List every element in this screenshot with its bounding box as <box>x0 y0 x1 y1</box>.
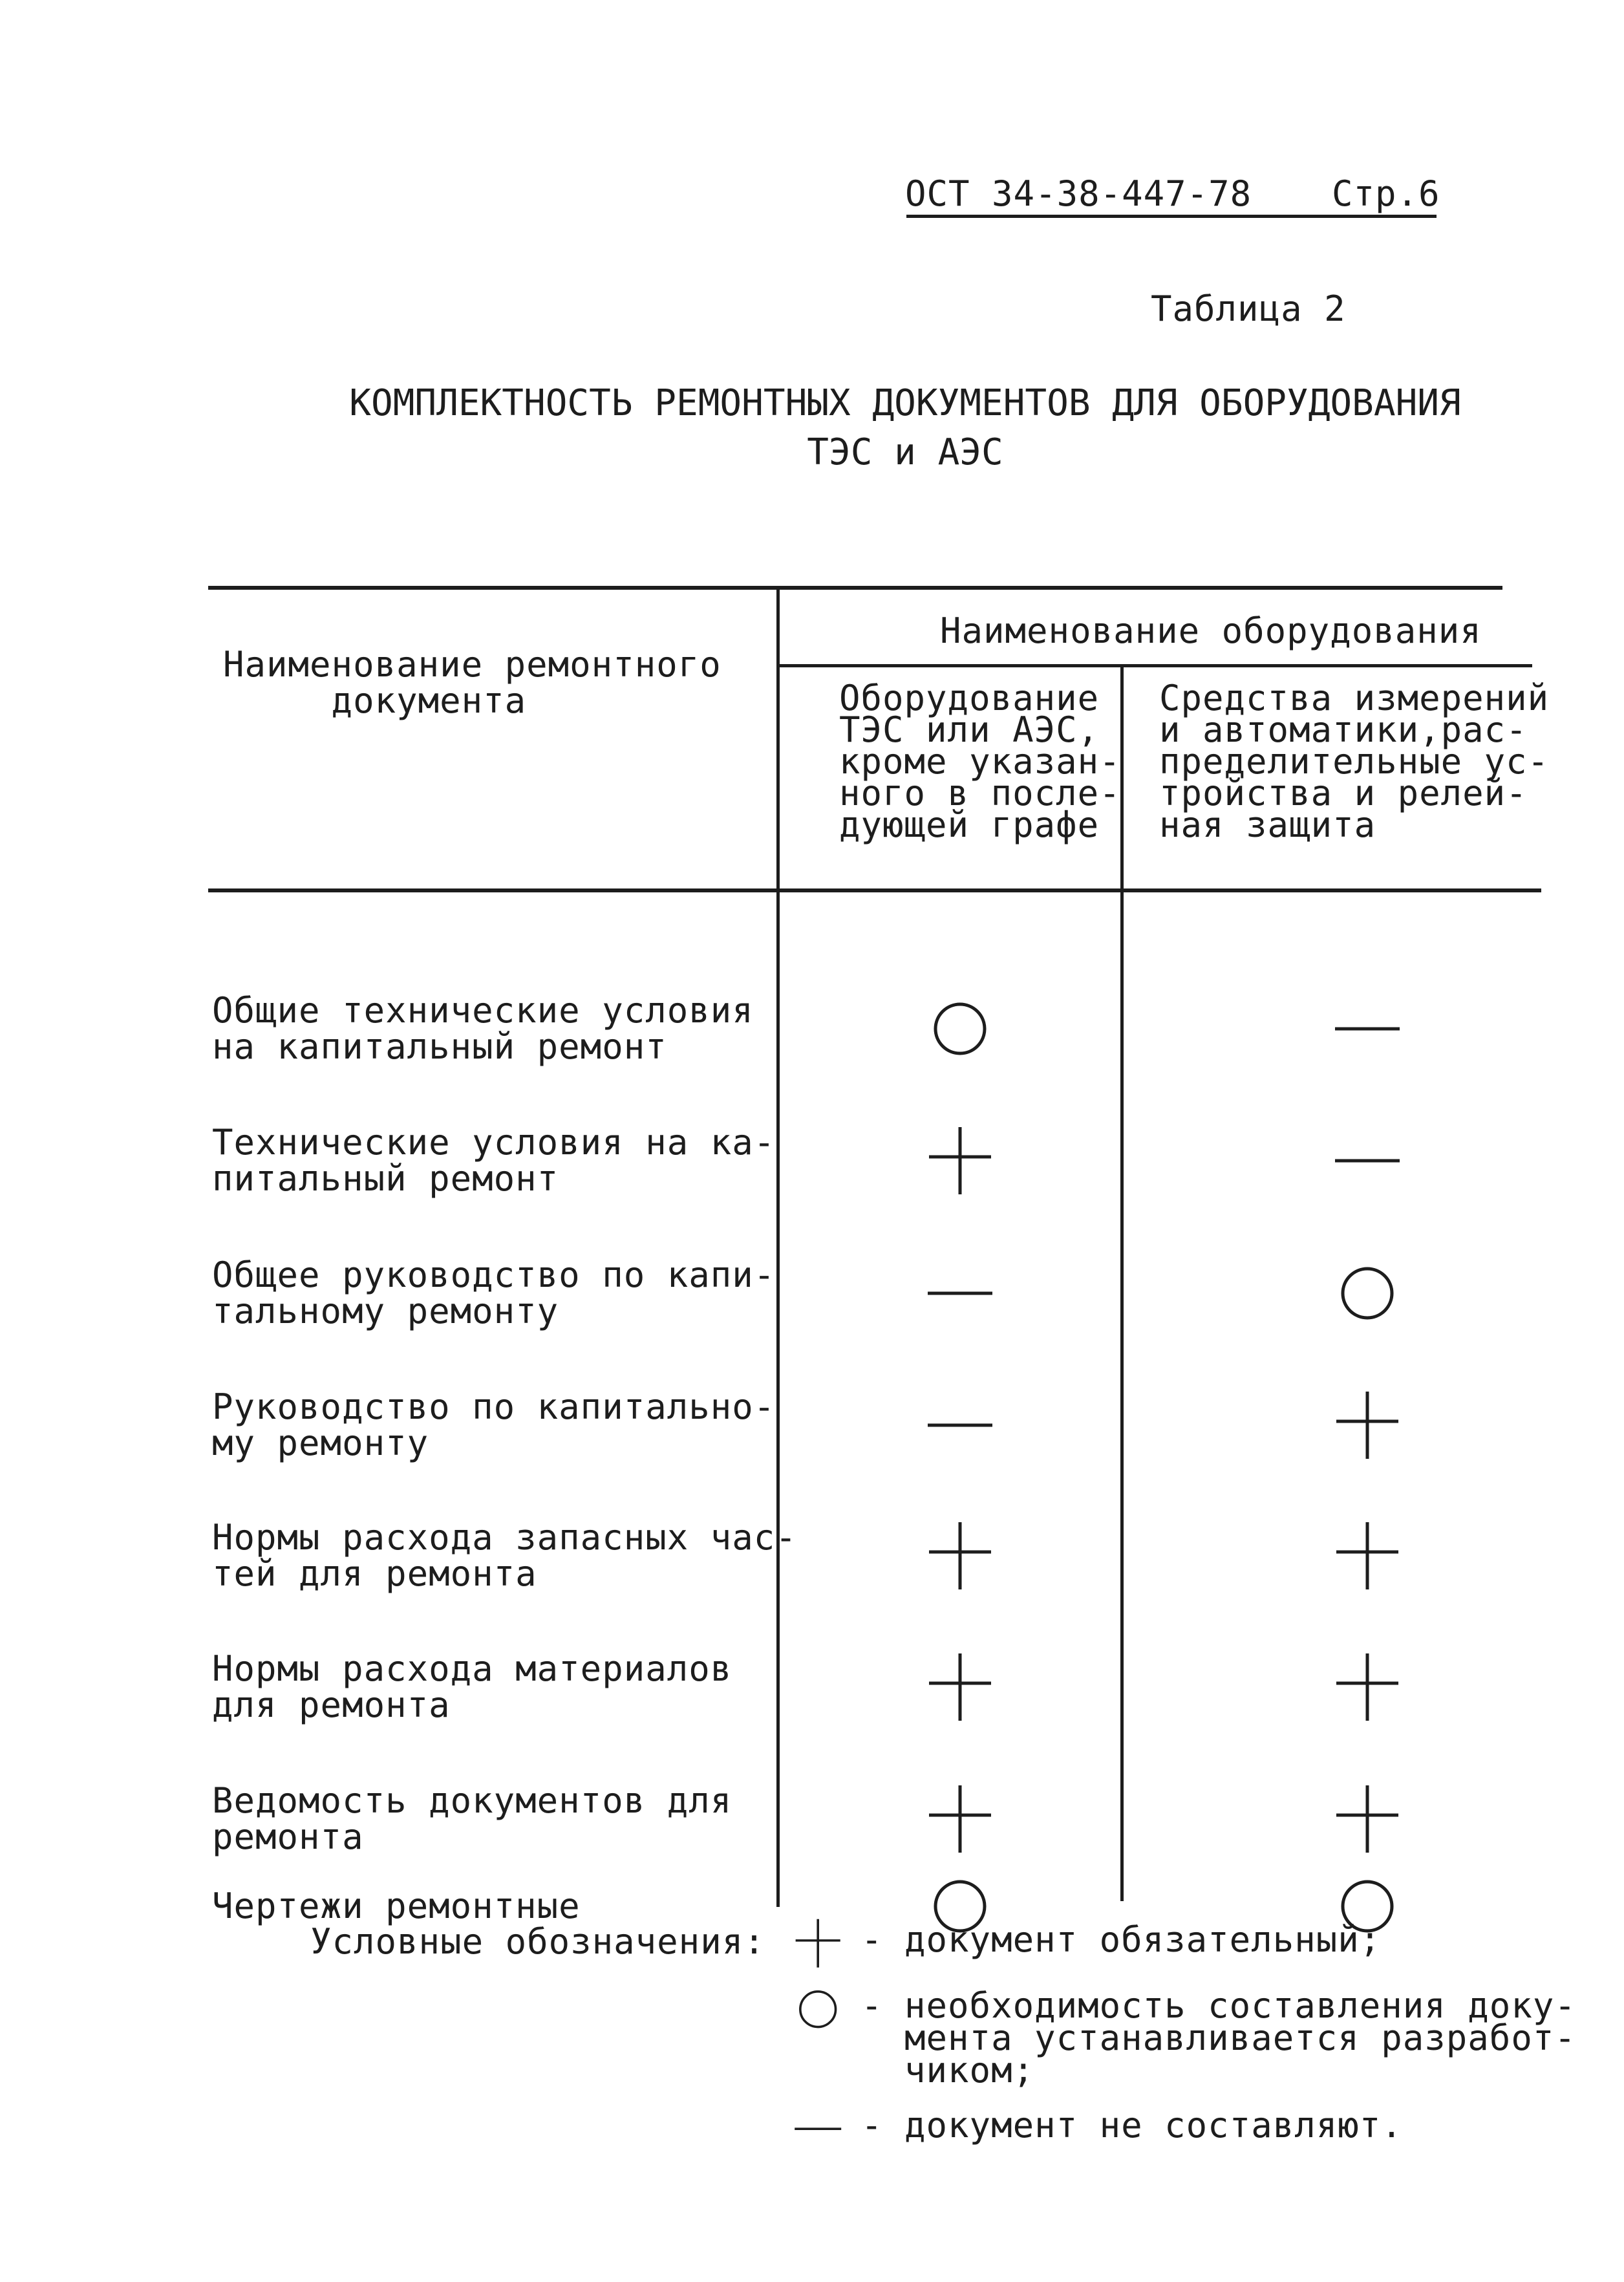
tes-aes-plus-icon <box>921 1122 999 1200</box>
tes-aes-plus-icon <box>921 1648 999 1726</box>
instruments-dash-icon <box>1329 1122 1406 1200</box>
instruments-dash-icon <box>1329 990 1406 1068</box>
legend-circle-icon <box>790 1981 846 2037</box>
row-label: Чертежи ремонтные <box>212 1886 581 1926</box>
col-header-instruments: Средства измерений и автоматики,рас- пределительные ус- тройства и релей- ная защита <box>1159 678 1550 845</box>
row-label: Общие технические условия на капитальный ремонт <box>212 990 754 1067</box>
instruments-plus-icon <box>1329 1648 1406 1726</box>
row-label: Ведомость документов для ремонта <box>212 1780 732 1857</box>
tes-aes-circle-icon <box>921 990 999 1068</box>
row-label: Нормы расхода запасных час- тей для ремонта <box>212 1517 797 1594</box>
legend-title: Условные обозначения: <box>310 1921 765 1962</box>
col-header-tes-aes: Оборудование ТЭС или АЭС, кроме указан- ного в после- дующей графе <box>839 678 1121 845</box>
instruments-plus-icon <box>1329 1780 1406 1858</box>
legend-text: - документ обязательный; <box>861 1919 1382 1960</box>
table-number: Таблица 2 <box>1151 288 1346 329</box>
table-top-rule <box>208 586 1502 590</box>
tes-aes-dash-icon <box>921 1386 999 1464</box>
page-number: Стр.6 <box>1332 173 1440 214</box>
row-label: Руководство по капитально- му ремонту <box>212 1386 776 1463</box>
row-label: Общее руководство по капи- тальному ремонту <box>212 1254 776 1331</box>
instruments-circle-icon <box>1329 1254 1406 1332</box>
column-divider-1 <box>776 587 780 1907</box>
document-code: ОСТ 34-38-447-78 <box>905 173 1252 214</box>
col-header-document: Наименование ремонтного документа <box>223 644 721 721</box>
legend-dash-icon <box>790 2101 846 2157</box>
table-title-line-1: КОМПЛЕКТНОСТЬ РЕМОНТНЫХ ДОКУМЕНТОВ ДЛЯ ОБОРУДОВАНИЯ <box>349 382 1461 424</box>
legend-text: - необходимость составления доку- мента устанавливается разработ- чиком; <box>861 1985 1576 2091</box>
tes-aes-dash-icon <box>921 1254 999 1332</box>
row-label: Технические условия на ка- питальный ремонт <box>212 1122 776 1199</box>
legend-text: - документ не составляют. <box>861 2105 1403 2146</box>
equipment-group-rule <box>780 664 1532 667</box>
tes-aes-plus-icon <box>921 1780 999 1858</box>
col-header-equipment-group: Наименование оборудования <box>940 610 1482 651</box>
table-title-line-2: ТЭС и АЭС <box>807 431 1003 473</box>
header-underline <box>906 215 1437 218</box>
row-label: Нормы расхода материалов для ремонта <box>212 1648 732 1725</box>
instruments-plus-icon <box>1329 1517 1406 1595</box>
column-divider-2 <box>1120 666 1124 1901</box>
legend-plus-icon <box>790 1915 846 1971</box>
tes-aes-plus-icon <box>921 1517 999 1595</box>
instruments-plus-icon <box>1329 1386 1406 1464</box>
header-bottom-rule <box>208 888 1541 892</box>
